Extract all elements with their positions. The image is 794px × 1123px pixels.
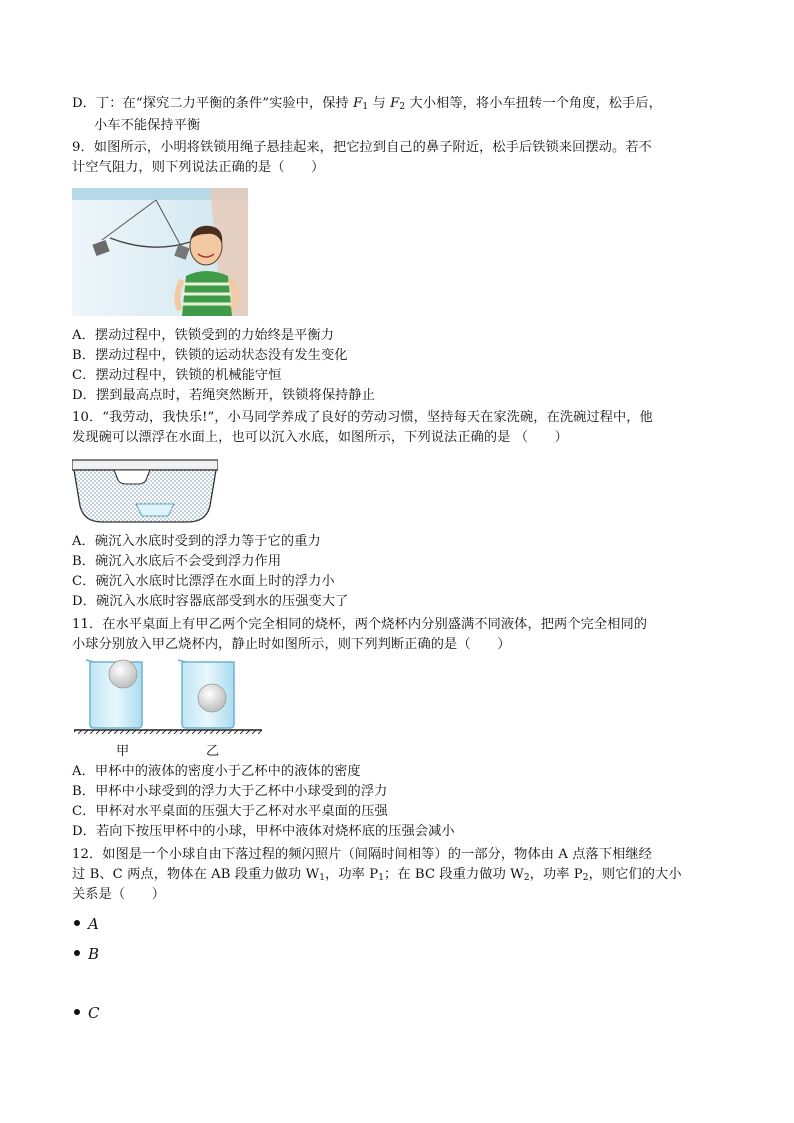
q9-option-d: D．摆到最高点时，若绳突然断开，铁锁将保持静止: [72, 388, 375, 403]
q9-stem-line2: 计空气阻力，则下列说法正确的是（ ）: [72, 160, 325, 175]
q8-option-d-line2: 小车不能保持平衡: [94, 118, 201, 133]
q9-option-b: B．摆动过程中，铁锁的运动状态没有发生变化: [72, 348, 348, 363]
beaker-jia: [86, 660, 142, 728]
q8-option-d-line1: D．丁：在“探究二力平衡的条件”实验中，保持 $F_1$ 与 $F_2$ 大小相等，将小车扭转一个角度，松手后，: [72, 96, 662, 112]
q12-stem-line1: 12．如图是一个小球自由下落过程的频闪照片（间隔时间相等）的一部分，物体由 A 点落下相继经: [72, 847, 652, 862]
q10-stem-line1: 10．“我劳动，我快乐!”，小马同学养成了良好的劳动习惯，坚持每天在家洗碗，在洗碗过程中，他: [72, 410, 653, 425]
q10-stem-line2: 发现碗可以漂浮在水面上，也可以沉入水底，如图所示，下列说法正确的是 （ ）: [72, 430, 568, 445]
q11-option-c: C．甲杯对水平桌面的压强大于乙杯对水平桌面的压强: [72, 804, 388, 819]
q11-beakers-figure: [72, 656, 264, 740]
point-a: A: [74, 914, 99, 934]
point-c: C: [74, 1003, 99, 1023]
q9-stem-line1: 9．如图所示，小明将铁锁用绳子悬挂起来，把它拉到自己的鼻子附近，松手后铁锁来回摆动。若不: [72, 140, 652, 155]
label-jia: 甲: [116, 744, 130, 759]
basin-rim: [72, 460, 218, 470]
ball-position-c: [74, 1009, 80, 1015]
ball-position-b: [74, 950, 80, 956]
q11-option-d: D．若向下按压甲杯中的小球，甲杯中液体对烧杯底的压强会减小: [72, 824, 455, 839]
sunken-bowl: [136, 504, 174, 516]
q9-option-a: A．摆动过程中，铁锁受到的力始终是平衡力: [72, 328, 335, 343]
floating-bowl: [114, 470, 150, 484]
q11-option-b: B．甲杯中小球受到的浮力大于乙杯中小球受到的浮力: [72, 784, 388, 799]
q10-option-a: A．碗沉入水底时受到的浮力等于它的重力: [72, 534, 321, 549]
q12-stem-line3: 关系是（ ）: [72, 887, 166, 902]
q11-stem-line2: 小球分别放入甲乙烧杯内，静止时如图所示，则下列判断正确的是（ ）: [72, 637, 511, 652]
q11-option-a: A．甲杯中的液体的密度小于乙杯中的液体的密度: [72, 764, 361, 779]
q9-option-c: C．摆动过程中，铁锁的机械能守恒: [72, 368, 282, 383]
q10-basin-figure: [72, 458, 218, 526]
ball-yi: [198, 684, 226, 712]
beaker-yi: [178, 660, 234, 728]
q9-pendulum-figure: [72, 188, 248, 316]
label-yi: 乙: [206, 744, 220, 759]
ball-jia: [109, 660, 137, 688]
q11-stem-line1: 11．在水平桌面上有甲乙两个完全相同的烧杯，两个烧杯内分别盛满不同液体，把两个完全相同的: [72, 617, 648, 632]
q10-option-c: C．碗沉入水底时比漂浮在水面上时的浮力小: [72, 574, 335, 589]
point-b: B: [74, 944, 99, 964]
q12-stem-line2: 过 B、C 两点，物体在 AB 段重力做功 $W_1$，功率 $P_1$；在 BC 段重力做功 $W_2$，功率 $P_2$，则它们的大小: [72, 867, 682, 883]
q10-option-d: D．碗沉入水底时容器底部受到水的压强变大了: [72, 594, 349, 609]
ball-position-a: [74, 920, 80, 926]
q10-option-b: B．碗沉入水底后不会受到浮力作用: [72, 554, 282, 569]
